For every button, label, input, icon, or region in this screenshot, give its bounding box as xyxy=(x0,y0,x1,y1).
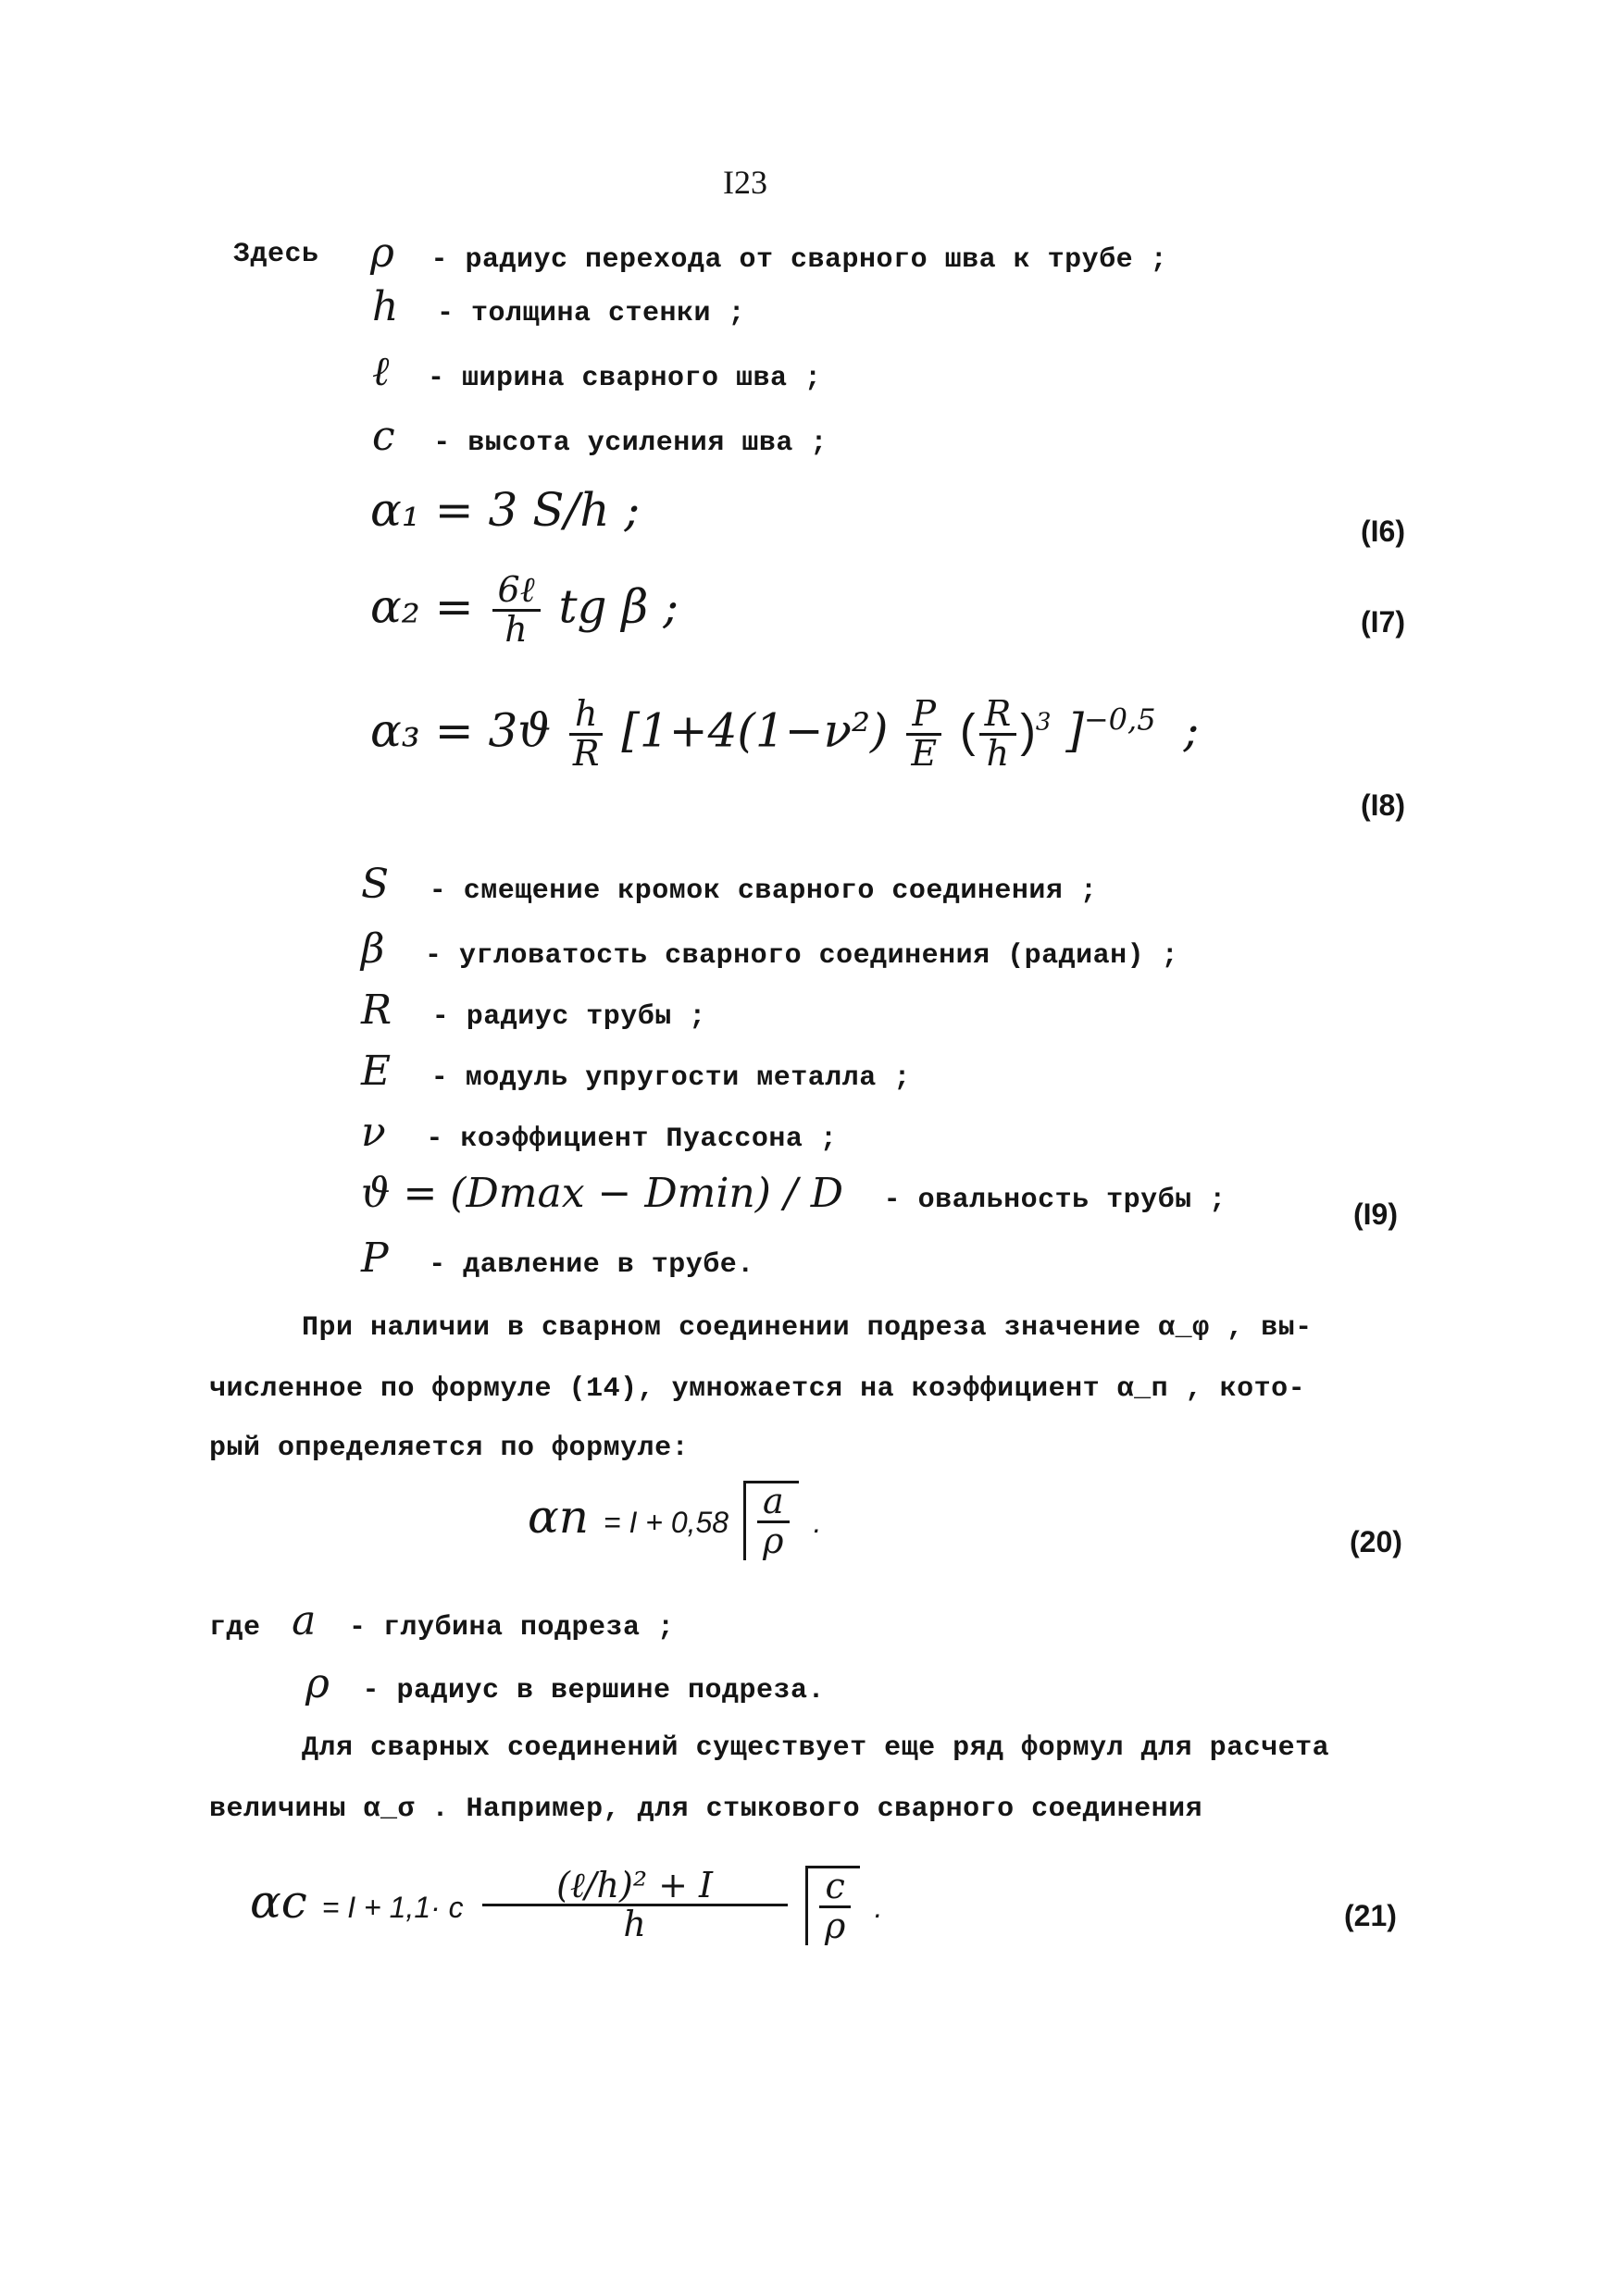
def-text: - коэффициент Пуассона ; xyxy=(426,1123,838,1155)
def-p xyxy=(361,1235,754,1282)
symbol-a: a xyxy=(292,1597,317,1644)
eq20-fraction xyxy=(757,1483,790,1560)
def-text: - давление в трубе. xyxy=(429,1249,754,1281)
def-text: - толщина стенки ; xyxy=(436,298,746,329)
def-text: - радиус трубы ; xyxy=(431,1001,706,1033)
equation-18: α₃ = 3ϑ $\frac{h}{R}$ [1+4(1−ν²) $\frac{P}{E}$ ( $\frac{R}{h}$ )$^3$ ]$^{-0,5}$ ; xyxy=(370,693,1200,774)
eq17-den: h xyxy=(504,608,528,650)
eq21-sqrt xyxy=(805,1866,859,1945)
eq18-lhs: α₃ = xyxy=(370,703,474,758)
def-c xyxy=(372,413,828,460)
eq18-cube: 3 xyxy=(1035,708,1052,737)
eq17-num: 6ℓ xyxy=(492,572,541,612)
def-rho xyxy=(370,230,1167,277)
eq21-lhs: αc xyxy=(250,1874,307,1929)
eq18-close: ] xyxy=(1065,703,1084,758)
eq18-coef: 3ϑ xyxy=(488,703,552,758)
symbol-rho-2: ρ xyxy=(305,1660,330,1707)
eq20-num: a xyxy=(757,1483,790,1523)
eq18-hd: h xyxy=(986,732,1010,774)
eq17-rest: tg β ; xyxy=(558,579,679,634)
eq16-label: (I6) xyxy=(1361,515,1405,548)
eq18-r: R xyxy=(572,732,600,774)
eq19-formula: ϑ = (Dmax − Dmin) / D xyxy=(361,1170,843,1217)
def-nu xyxy=(361,1109,837,1156)
eq17-fraction xyxy=(492,569,541,650)
eq20-end: . xyxy=(813,1505,822,1539)
eq20-label: (20) xyxy=(1350,1525,1402,1558)
eq16-body: 3 S/h ; xyxy=(488,483,641,537)
def-beta xyxy=(361,925,1178,973)
page-number: I23 xyxy=(723,164,767,201)
eq21-end: . xyxy=(874,1890,883,1924)
symbol-rho: ρ xyxy=(370,230,394,277)
def-text: - угловатость сварного соединения (радиан) ; xyxy=(425,940,1179,972)
equation-20 xyxy=(528,1481,821,1560)
eq18-label: (I8) xyxy=(1361,788,1405,822)
where-lead: где xyxy=(209,1612,261,1644)
def-s xyxy=(361,861,1097,908)
symbol-h: h xyxy=(372,283,399,330)
def-text: - модуль упругости металла ; xyxy=(430,1062,911,1094)
def-text: - высота усиления шва ; xyxy=(433,428,828,459)
para2-line2: величины α_σ . Например, для стыкового сварного соединения xyxy=(209,1793,1203,1825)
eq18-end: ; xyxy=(1183,703,1200,758)
where-a xyxy=(209,1597,675,1644)
para1-line3: рый определяется по формуле: xyxy=(209,1433,690,1464)
symbol-s: S xyxy=(361,861,390,908)
eq20-sqrt xyxy=(743,1481,799,1560)
def-l xyxy=(372,348,822,395)
eq18-e: E xyxy=(911,732,938,774)
eq20-body: = I + 0,58 xyxy=(603,1505,729,1539)
def-text: - ширина сварного шва ; xyxy=(427,363,822,394)
eq18-mid: [1+4(1−ν²) xyxy=(621,703,889,758)
symbol-c: c xyxy=(372,413,395,460)
eq19-label: (I9) xyxy=(1353,1198,1398,1231)
eq18-rn: R xyxy=(979,696,1017,736)
eq21-root-fraction xyxy=(819,1868,850,1945)
eq21-num: (ℓ/h)² + I xyxy=(482,1868,788,1907)
where-rho xyxy=(305,1660,825,1707)
intro-lead: Здесь xyxy=(233,239,319,270)
para1-line2: численное по формуле (14), умножается на коэффициент α_п , кото- xyxy=(209,1373,1306,1405)
eq18-r-over-h xyxy=(979,693,1017,774)
eq21-label: (21) xyxy=(1344,1899,1397,1932)
eq18-p-over-e xyxy=(906,693,941,774)
eq21-body: = I + 1,1· c xyxy=(321,1890,464,1924)
def-text: - смещение кромок сварного соединения ; xyxy=(429,875,1098,907)
para2-line1: Для сварных соединений существует еще ряд формул для расчета xyxy=(302,1732,1330,1764)
eq18-h-over-r xyxy=(569,693,603,774)
symbol-p: P xyxy=(361,1235,389,1282)
def-text: - радиус перехода от сварного шва к трубе ; xyxy=(430,244,1168,276)
eq21-fraction xyxy=(482,1864,788,1945)
eq16-lhs: α₁ = xyxy=(370,483,474,537)
eq17-lhs: α₂ = xyxy=(370,579,474,634)
symbol-r: R xyxy=(361,987,392,1034)
eq21-rnum: c xyxy=(819,1868,850,1908)
where-a-text: - глубина подреза ; xyxy=(348,1612,675,1644)
equation-19 xyxy=(361,1170,1227,1217)
where-rho-text: - радиус в вершине подреза. xyxy=(362,1675,826,1706)
def-h xyxy=(372,283,745,330)
eq18-h: h xyxy=(569,696,603,736)
eq21-den: h xyxy=(623,1904,646,1945)
symbol-beta: β xyxy=(361,925,385,973)
eq21-rden: ρ xyxy=(824,1905,846,1946)
eq18-p: P xyxy=(906,696,941,736)
eq18-exponent: −0,5 xyxy=(1083,701,1156,738)
equation-21 xyxy=(250,1866,883,1945)
equation-16 xyxy=(370,483,640,537)
para1-line1: При наличии в сварном соединении подреза значение α_φ , вы- xyxy=(302,1312,1313,1344)
equation-17 xyxy=(370,569,679,650)
symbol-e: E xyxy=(361,1048,392,1095)
symbol-l: ℓ xyxy=(372,348,390,395)
symbol-nu: ν xyxy=(361,1109,386,1156)
eq20-lhs: αп xyxy=(528,1489,589,1544)
eq17-label: (I7) xyxy=(1361,605,1405,639)
eq19-text: - овальность трубы ; xyxy=(883,1185,1227,1216)
eq20-den: ρ xyxy=(763,1520,784,1561)
def-e xyxy=(361,1048,911,1095)
def-r xyxy=(361,987,706,1034)
